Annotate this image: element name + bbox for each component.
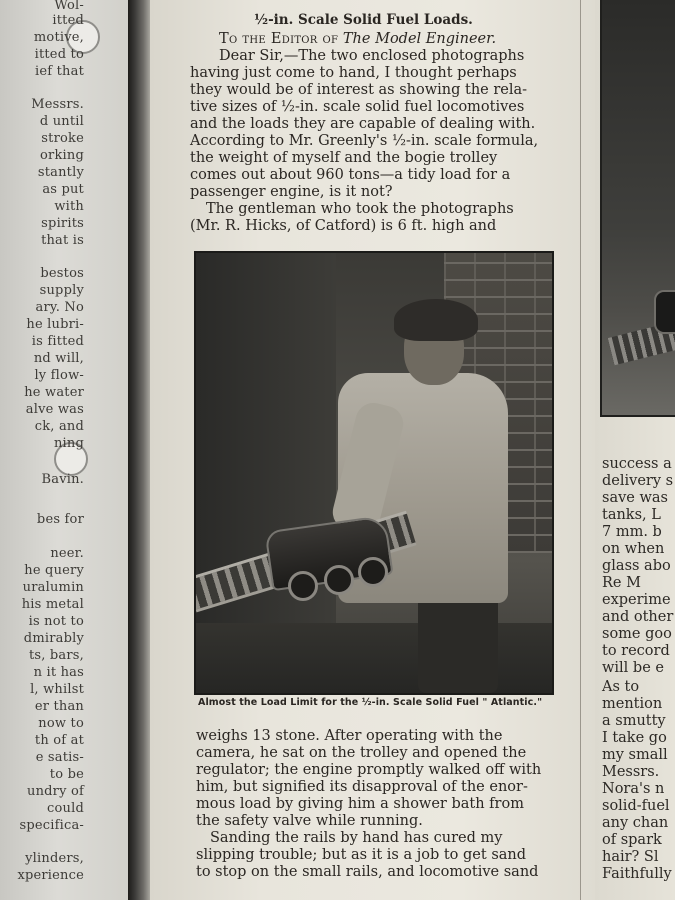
text-line: now to [38, 716, 84, 731]
text-line: he query [24, 563, 84, 578]
left-page-column [0, 0, 128, 900]
to-editor-line [219, 31, 496, 47]
text-line: Messrs. [31, 97, 84, 112]
text-line: mous load by giving him a shower bath from [196, 796, 524, 812]
text-line: 7 mm. b [602, 524, 662, 540]
text-line: itted [52, 13, 84, 28]
text-line: that is [41, 233, 84, 248]
article-heading: ½-in. Scale Solid Fuel Loads. [254, 12, 473, 28]
text-line: him, but signified its disapproval of the enor- [196, 779, 528, 795]
text-line: will be e [602, 660, 664, 676]
text-line: passenger engine, is it not? [190, 184, 393, 200]
text-line: ning [53, 436, 84, 451]
text-line: hair? Sl [602, 849, 659, 865]
text-line: n it has [33, 665, 84, 680]
text-line: delivery s [602, 473, 674, 489]
text-line: save was [602, 490, 668, 506]
text-line: the weight of myself and the bogie trolley [190, 150, 498, 166]
text-line: they would be of interest as showing the rela- [190, 82, 528, 98]
text-line: Wol- [54, 0, 84, 13]
text-line: some goo [602, 626, 672, 642]
text-line: stantly [37, 165, 84, 180]
text-line: to stop on the small rails, and locomotive sand [196, 864, 539, 880]
text-line: The gentleman who took the photographs [206, 201, 514, 217]
text-line: motive, [33, 30, 84, 45]
text-line: tanks, L [602, 507, 661, 523]
text-line: l, whilst [30, 682, 84, 697]
photo-loco-wheel [288, 571, 318, 601]
text-line: with [54, 199, 84, 214]
text-line: and the loads they are capable of dealing with. [190, 116, 536, 132]
text-line: success a [602, 456, 672, 472]
text-line: ts, bars, [28, 648, 84, 663]
column-rule [580, 0, 581, 900]
photo-loco-wheel [358, 557, 388, 587]
text-line: Faithfully [602, 866, 672, 882]
book-spine [128, 0, 150, 900]
text-line: neer. [50, 546, 84, 561]
text-line: Dear Sir,—The two enclosed photographs [219, 48, 525, 64]
text-line: regulator; the engine promptly walked off with [196, 762, 542, 778]
text-line: spirits [41, 216, 84, 231]
text-line: is fitted [31, 334, 84, 349]
text-line: comes out about 960 tons—a tidy load for a [190, 167, 511, 183]
text-line: having just come to hand, I thought perhaps [190, 65, 517, 81]
text-line: specifica- [19, 818, 84, 833]
text-line: (Mr. R. Hicks, of Catford) is 6 ft. high and [190, 218, 497, 234]
photo-caption: Almost the Load Limit for the ½-in. Scale Solid Fuel " Atlantic." [198, 697, 543, 708]
text-line: on when [602, 541, 665, 557]
text-line: of spark [602, 832, 662, 848]
text-line: glass abo [602, 558, 671, 574]
text-line: solid-fuel [602, 798, 670, 814]
text-line: slipping trouble; but as it is a job to get sand [196, 847, 527, 863]
text-line: his metal [21, 597, 84, 612]
right-photograph [600, 0, 675, 417]
right-photo-locomotive [654, 290, 675, 334]
text-line: dmirably [23, 631, 84, 646]
text-line: I take go [602, 730, 667, 746]
text-line: he water [24, 385, 84, 400]
text-line: uralumin [22, 580, 84, 595]
text-line: undry of [27, 784, 84, 799]
magazine-name: The Model Engineer. [342, 31, 497, 47]
text-line: experime [602, 592, 671, 608]
text-line: d until [39, 114, 84, 129]
text-line: is not to [28, 614, 84, 629]
text-line: er than [34, 699, 84, 714]
photo-man-cap [394, 299, 478, 341]
text-line: itted to [34, 47, 84, 62]
text-line: any chan [602, 815, 669, 831]
to-editor-prefix: To the Editor of [219, 31, 339, 47]
photo-ground [196, 623, 552, 693]
text-line: could [47, 801, 84, 816]
text-line: bestos [40, 266, 84, 281]
text-line: bes for [36, 512, 84, 527]
text-line: Re M [602, 575, 641, 591]
text-line: As to [602, 679, 640, 695]
text-line: the safety valve while running. [196, 813, 423, 829]
text-line: supply [39, 283, 84, 298]
text-line: orking [40, 148, 84, 163]
text-line: Sanding the rails by hand has cured my [210, 830, 503, 846]
text-line: to be [49, 767, 84, 782]
text-line: he lubri- [26, 317, 84, 332]
text-line: mention [602, 696, 663, 712]
text-line: ck, and [34, 419, 84, 434]
text-line: Nora's n [602, 781, 665, 797]
text-line: to record [602, 643, 670, 659]
text-line: xperience [17, 868, 84, 883]
article-photograph [194, 251, 554, 695]
right-page-column [595, 0, 675, 900]
text-line: my small [602, 747, 668, 763]
text-line: ly flow- [34, 368, 84, 383]
text-line: and other [602, 609, 674, 625]
text-line: as put [42, 182, 84, 197]
text-line: a smutty [602, 713, 666, 729]
text-line: nd will, [33, 351, 84, 366]
text-line: stroke [41, 131, 84, 146]
photo-loco-wheel [324, 565, 354, 595]
text-line: camera, he sat on the trolley and opened the [196, 745, 527, 761]
text-line: Bavin. [41, 472, 84, 487]
text-line: According to Mr. Greenly's ½-in. scale formula, [190, 133, 539, 149]
text-line: th of at [34, 733, 84, 748]
text-line: weighs 13 stone. After operating with the [196, 728, 503, 744]
text-line: alve was [25, 402, 84, 417]
text-line: ary. No [35, 300, 84, 315]
text-line: ief that [35, 64, 84, 79]
text-line: Messrs. [602, 764, 660, 780]
text-line: e satis- [35, 750, 84, 765]
text-line: ylinders, [25, 851, 84, 866]
text-line: tive sizes of ½-in. scale solid fuel locomotives [190, 99, 525, 115]
